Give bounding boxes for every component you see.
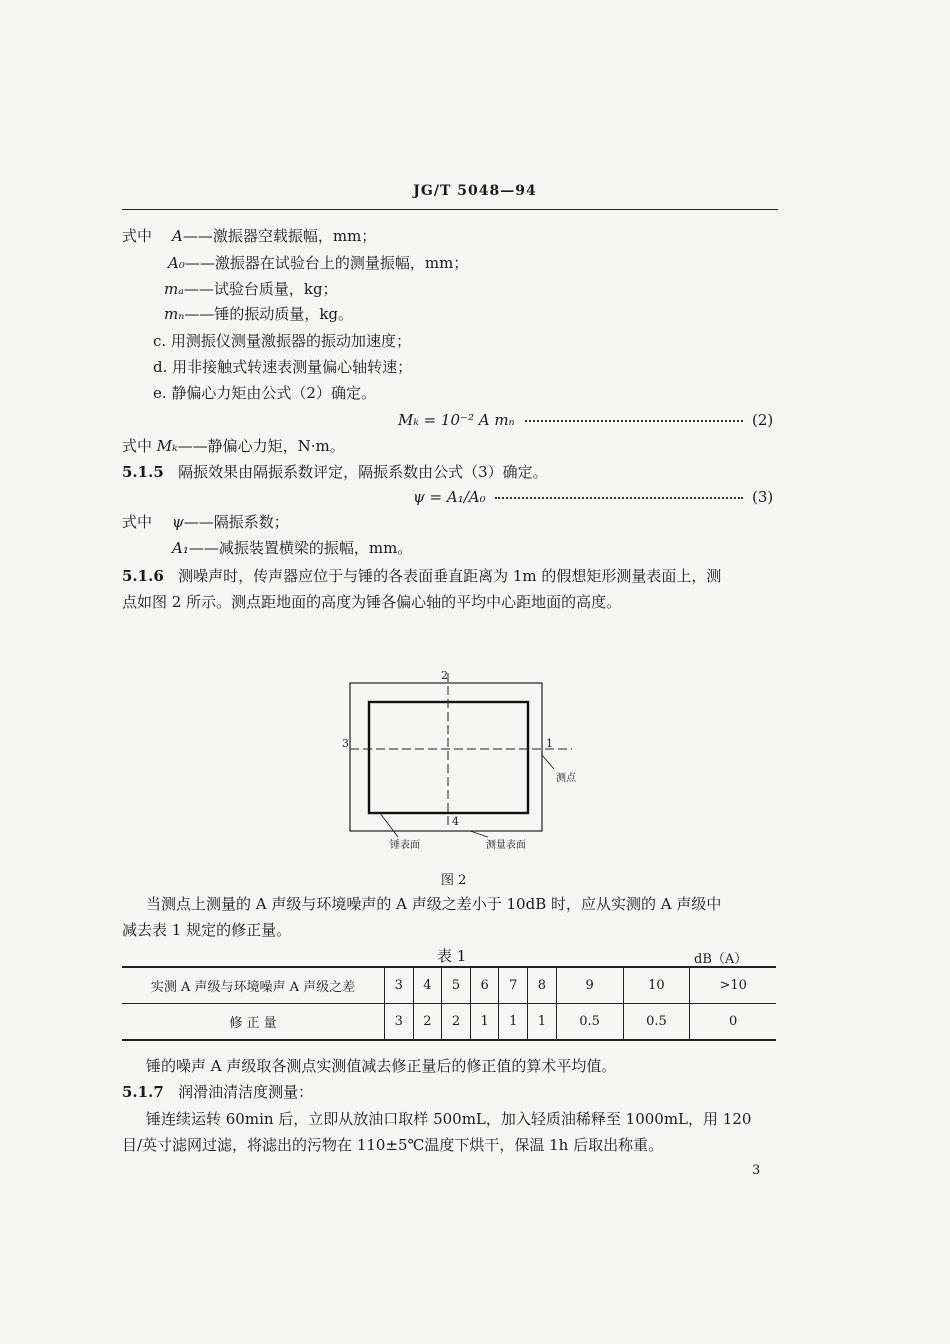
correction-para-line1: 当测点上测量的 A 声级与环境噪声的 A 声级之差小于 10dB 时，应从实测的 A 声级中 [146,895,722,913]
formula-3: ψ = A₁/A₀ [413,488,486,506]
table-cell: 2 [442,1004,471,1041]
where1-item-1: A₀——激振器在试验台上的测量振幅，mm； [168,254,469,272]
measurement-surface-rect [350,683,542,831]
table-row [122,1004,776,1041]
row-label: 修 正 量 [122,1004,385,1041]
section-5-1-6: 5.1.6 测噪声时，传声器应位于与锤的各表面垂直距离为 1m 的假想矩形测量表面上，测 [122,567,722,585]
table-cell: 7 [499,967,528,1004]
page-number: 3 [752,1163,761,1178]
figure-2-diagram [320,665,590,855]
formula-3-number: (3) [752,488,774,506]
where-prefix-3: 式中 [122,513,153,531]
section-5-1-7: 5.1.7 润滑油清洁度测量： [122,1083,314,1101]
table-cell: 0 [690,1004,776,1041]
correction-table [122,966,776,1041]
point-1-label: 1 [546,737,553,750]
oil-para-line2: 目/英寸滤网过滤，将滤出的污物在 110±5℃温度下烘干，保温 1h 后取出称重。 [122,1136,664,1154]
formula-3-leader [495,497,743,499]
table-title: 表 1 [437,947,467,965]
table-cell: 4 [413,967,442,1004]
table-cell: 2 [413,1004,442,1041]
table-cell: 0.5 [556,1004,623,1041]
point-caption: 测点 [556,773,576,784]
table-cell: 8 [528,967,557,1004]
table-cell: 5 [442,967,471,1004]
point-2-label: 2 [441,669,448,682]
where3-item-0: ψ——隔振系数； [172,513,289,531]
row-label: 实测 A 声级与环境噪声 A 声级之差 [122,967,385,1004]
measure-surface-caption: 测量表面 [486,840,526,851]
where-prefix-1: 式中 [122,227,153,245]
table-cell: 3 [385,967,414,1004]
where1-item-0: A——激振器空载振幅，mm； [172,227,377,245]
hammer-surface-caption: 锤表面 [390,840,420,851]
oil-para-line1: 锤连续运转 60min 后，立即从放油口取样 500mL，加入轻质油稀释至 1000mL，用 120 [146,1110,752,1128]
table-cell: >10 [690,967,776,1004]
figure-caption: 图 2 [441,873,467,888]
table-cell: 9 [556,967,623,1004]
table-cell: 1 [528,1004,557,1041]
table-unit: dB（A） [694,952,748,967]
correction-para-line2: 减去表 1 规定的修正量。 [122,921,292,939]
table-row [122,967,776,1004]
table-cell: 10 [623,967,690,1004]
point-3-label: 3 [342,737,349,750]
formula-2-number: (2) [752,411,774,429]
measure-leader [470,831,488,837]
point-4-label: 4 [452,815,459,828]
table-cell: 6 [470,967,499,1004]
table-cell: 1 [499,1004,528,1041]
average-para: 锤的噪声 A 声级取各测点实测值减去修正量后的修正值的算术平均值。 [146,1057,617,1075]
where1-item-2: mₐ——试验台质量，kg； [164,280,338,298]
step-e: e. 静偏心力矩由公式（2）确定。 [153,384,376,402]
table-cell: 3 [385,1004,414,1041]
table-cell: 0.5 [623,1004,690,1041]
where1-item-3: mₙ——锤的振动质量，kg。 [164,305,354,323]
table-cell: 1 [470,1004,499,1041]
section-5-1-5: 5.1.5 隔振效果由隔振系数评定，隔振系数由公式（3）确定。 [122,463,548,481]
hammer-leader [380,813,398,837]
where3-item-1: A₁——减振装置横梁的振幅，mm。 [172,539,413,557]
formula-2-leader [525,420,743,422]
step-d: d. 用非接触式转速表测量偏心轴转速； [153,358,413,376]
standard-code-header: JG/T 5048—94 [413,183,537,199]
formula-2: Mₖ = 10⁻² A mₙ [398,411,515,429]
point-leader [542,755,554,769]
header-rule [122,209,778,210]
where2: 式中 Mₖ——静偏心力矩，N·m。 [122,437,345,455]
step-c: c. 用测振仪测量激振器的振动加速度； [153,332,411,350]
section-5-1-6-line2: 点如图 2 所示。测点距地面的高度为锤各偏心轴的平均中心距地面的高度。 [122,593,622,611]
